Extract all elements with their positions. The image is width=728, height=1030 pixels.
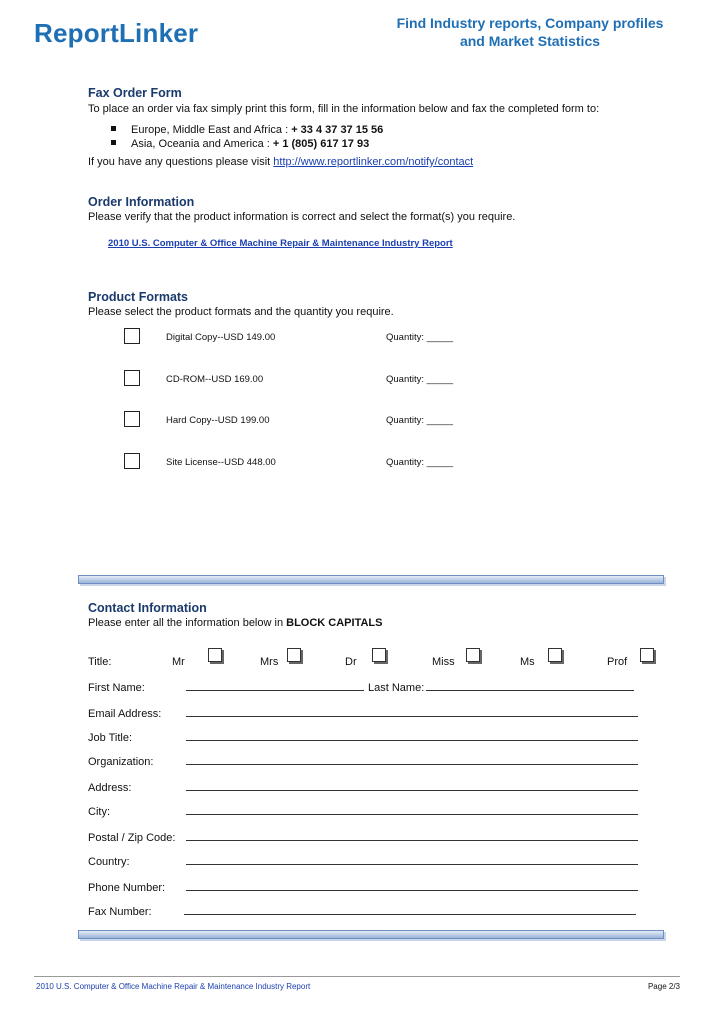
contact-info-text	[88, 617, 382, 629]
fax-label: Fax Number:	[88, 906, 152, 918]
product-formats-title: Product Formats	[88, 290, 189, 304]
block-capitals-text: BLOCK CAPITALS	[286, 617, 383, 629]
title-option-prof: Prof	[607, 656, 628, 668]
reportlinker-logo: ReportLinker	[34, 18, 199, 48]
section-divider-bottom	[78, 930, 664, 939]
quantity-field-hardcopy[interactable]: Quantity: _____	[386, 415, 454, 426]
title-checkbox-ms[interactable]	[548, 648, 562, 662]
title-checkbox-dr[interactable]	[372, 648, 386, 662]
contact-link[interactable]: http://www.reportlinker.com/notify/contact	[273, 156, 474, 168]
quantity-field-digital[interactable]: Quantity: _____	[386, 332, 454, 343]
country-field[interactable]	[186, 864, 638, 865]
address-label: Address:	[88, 782, 132, 794]
footer-report-title: 2010 U.S. Computer & Office Machine Repair & Maintenance Industry Report	[36, 982, 311, 991]
quantity-field-cdrom[interactable]: Quantity: _____	[386, 374, 454, 385]
order-info-title: Order Information	[88, 195, 195, 209]
first-name-label: First Name:	[88, 682, 145, 694]
asia-label: Asia, Oceania and America :	[131, 138, 273, 150]
title-option-mr: Mr	[172, 656, 185, 668]
title-checkbox-prof[interactable]	[640, 648, 654, 662]
format-label-site-license: Site License--USD 448.00	[166, 457, 276, 468]
format-checkbox-digital[interactable]	[124, 328, 140, 344]
bullet-icon	[111, 126, 116, 131]
email-field[interactable]	[186, 716, 638, 717]
footer-rule	[34, 976, 680, 977]
bullet-icon	[111, 140, 116, 145]
first-name-field[interactable]	[186, 690, 364, 691]
country-label: Country:	[88, 856, 130, 868]
tagline-line-1: Find Industry reports, Company profiles	[396, 15, 664, 31]
fax-order-title: Fax Order Form	[88, 86, 182, 100]
title-checkbox-mrs[interactable]	[287, 648, 301, 662]
postal-code-field[interactable]	[186, 840, 638, 841]
city-field[interactable]	[186, 814, 638, 815]
title-label: Title:	[88, 656, 112, 668]
format-checkbox-cdrom[interactable]	[124, 370, 140, 386]
europe-number: + 33 4 37 37 15 56	[291, 124, 384, 136]
tagline-line-2: and Market Statistics	[459, 33, 601, 49]
job-title-field[interactable]	[186, 740, 638, 741]
questions-line	[88, 156, 473, 168]
format-label-cdrom: CD-ROM--USD 169.00	[166, 374, 264, 385]
europe-label: Europe, Middle East and Africa :	[131, 124, 292, 136]
section-divider-top	[78, 575, 664, 584]
email-label: Email Address:	[88, 708, 162, 720]
title-option-mrs: Mrs	[260, 656, 279, 668]
format-checkbox-site-license[interactable]	[124, 453, 140, 469]
job-title-label: Job Title:	[88, 732, 133, 744]
asia-number: + 1 (805) 617 17 93	[272, 138, 370, 150]
order-info-text: Please verify that the product information is correct and select the format(s) you require.	[88, 211, 516, 223]
contact-info-prefix: Please enter all the information below in	[88, 617, 287, 629]
title-option-miss: Miss	[432, 656, 455, 668]
title-option-ms: Ms	[520, 656, 535, 668]
address-field[interactable]	[186, 790, 638, 791]
fax-number-asia	[111, 138, 369, 150]
header-tagline	[380, 14, 680, 50]
title-checkbox-mr[interactable]	[208, 648, 222, 662]
format-label-digital: Digital Copy--USD 149.00	[166, 332, 276, 343]
format-checkbox-hardcopy[interactable]	[124, 411, 140, 427]
last-name-label: Last Name:	[368, 682, 425, 694]
contact-info-title: Contact Information	[88, 601, 207, 615]
footer-page-number: Page 2/3	[647, 982, 680, 991]
report-title-link[interactable]: 2010 U.S. Computer & Office Machine Repair & Maintenance Industry Report	[108, 238, 453, 249]
title-option-dr: Dr	[345, 656, 357, 668]
fax-field[interactable]	[184, 914, 636, 915]
quantity-field-site-license[interactable]: Quantity: _____	[386, 457, 454, 468]
phone-field[interactable]	[186, 890, 638, 891]
questions-text: If you have any questions please visit	[88, 156, 274, 168]
last-name-field[interactable]	[426, 690, 634, 691]
fax-intro-text: To place an order via fax simply print this form, fill in the information below and fax the completed form to:	[88, 103, 600, 115]
phone-label: Phone Number:	[88, 882, 166, 894]
fax-number-europe	[111, 124, 383, 136]
organization-field[interactable]	[186, 764, 638, 765]
format-label-hardcopy: Hard Copy--USD 199.00	[166, 415, 270, 426]
title-checkbox-miss[interactable]	[466, 648, 480, 662]
product-formats-text: Please select the product formats and the quantity you require.	[88, 306, 394, 318]
organization-label: Organization:	[88, 756, 154, 768]
postal-code-label: Postal / Zip Code:	[88, 832, 176, 844]
city-label: City:	[88, 806, 110, 818]
